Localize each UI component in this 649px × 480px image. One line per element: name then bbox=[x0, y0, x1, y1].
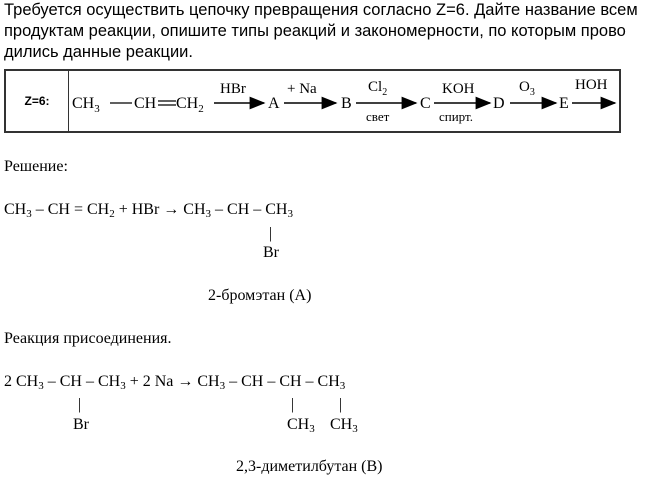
eq2-branch-bond-mid: | bbox=[291, 396, 295, 413]
product-a-name: 2-бромэтан (А) bbox=[208, 287, 312, 304]
task-statement bbox=[4, 0, 649, 63]
reagent-hbr: HBr bbox=[220, 81, 246, 97]
reagent-na: + Na bbox=[287, 81, 317, 97]
reagent-o3: $O_3$ bbox=[519, 79, 535, 98]
product-c: C bbox=[420, 95, 431, 112]
reagent-cl2: $Cl_2$ bbox=[368, 79, 388, 98]
chain-ch2: $CH_2$ bbox=[176, 95, 204, 115]
eq2-methyl-1: $CH_3$ bbox=[287, 416, 315, 435]
eq2-bromine: Br bbox=[73, 416, 89, 433]
product-e: E bbox=[559, 95, 569, 112]
product-a: A bbox=[268, 95, 280, 112]
reaction-chain bbox=[72, 71, 617, 131]
chain-ch: CH bbox=[134, 95, 157, 112]
equation-1: $CH_3$ – CH = $CH_2$ + HBr → $CH_3$ – CH – $CH_3$ bbox=[4, 201, 293, 220]
equation-2: 2 $CH_3$ – CH – $CH_3 + 2$ $Na \to CH_3$ – CH – CH – $CH_3$ bbox=[4, 373, 346, 392]
eq1-branch-bond: | bbox=[269, 225, 273, 242]
solution-heading: Решение: bbox=[4, 158, 68, 175]
eq2-branch-bond-left: | bbox=[78, 396, 82, 413]
eq2-methyl-2: $CH_3$ bbox=[330, 416, 358, 435]
reagent-koh: KOH bbox=[442, 81, 475, 97]
task-line-2: продуктам реакции, опишите типы реакций и закономерности, по которым прово bbox=[4, 22, 626, 40]
reaction-scheme-box bbox=[4, 69, 621, 133]
reagent-hoh: HOH bbox=[575, 77, 608, 93]
task-line-3: дились данные реакции. bbox=[4, 43, 193, 61]
product-d: D bbox=[493, 95, 505, 112]
reaction-type-1: Реакция присоединения. bbox=[4, 330, 172, 347]
condition-alcohol: спирт. bbox=[439, 109, 473, 124]
eq1-bromine: Br bbox=[263, 244, 279, 261]
eq2-branch-bond-right: | bbox=[339, 396, 343, 413]
condition-light: свет bbox=[366, 109, 390, 124]
variant-label: Z=6: bbox=[6, 71, 69, 131]
product-b: B bbox=[341, 95, 352, 112]
task-line-1: Требуется осуществить цепочку превращения согласно Z=6. Дайте название всем bbox=[4, 1, 638, 19]
product-b-name: 2,3-диметилбутан (В) bbox=[236, 458, 383, 475]
chain-ch3: $CH_3$ bbox=[72, 95, 100, 115]
